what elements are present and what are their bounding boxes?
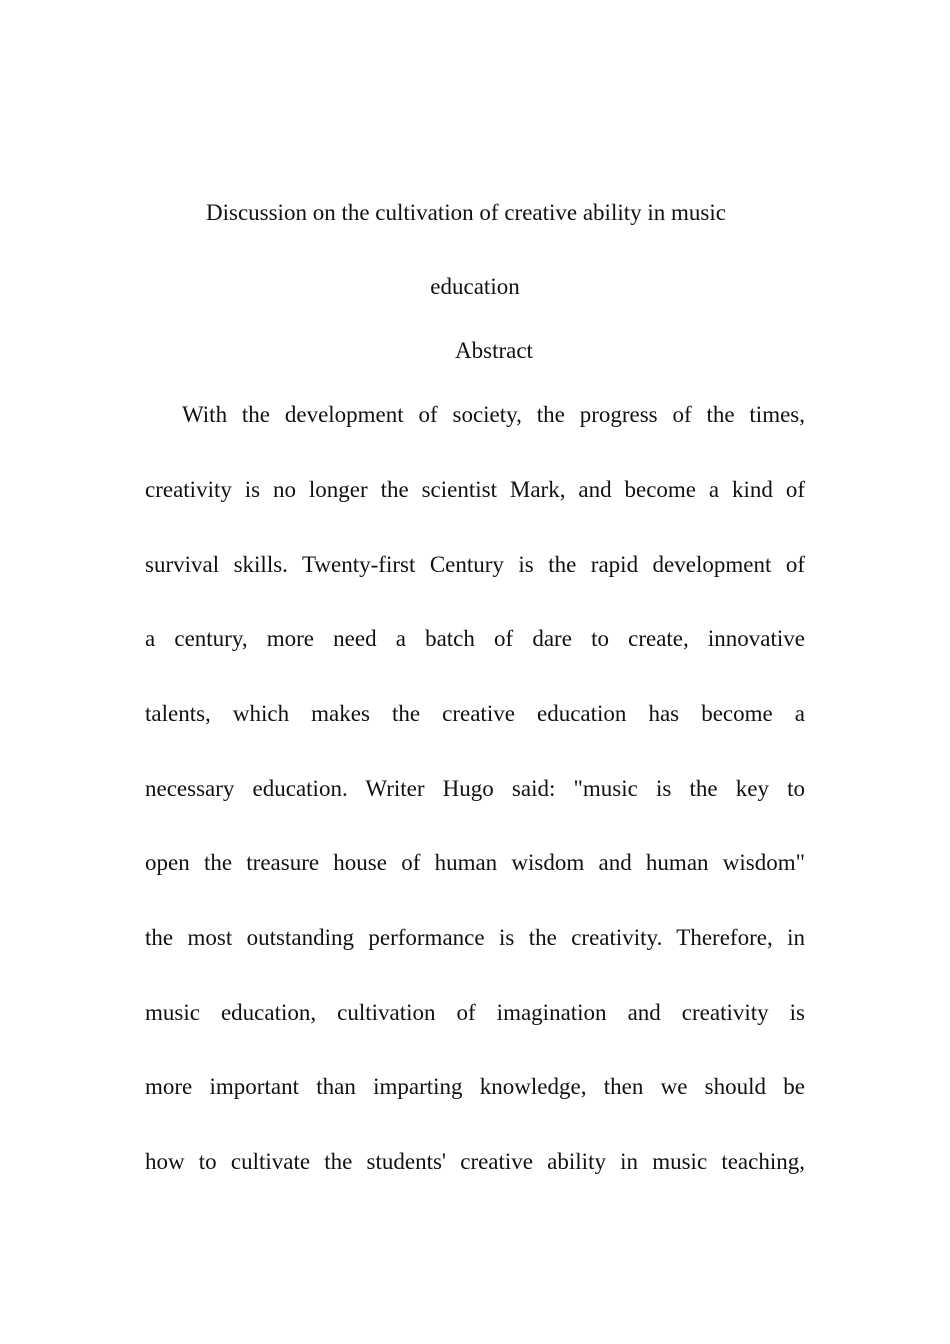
abstract-heading: Abstract <box>455 338 533 363</box>
abstract-line: music education, cultivation of imagination and creativity is <box>145 1000 805 1025</box>
abstract-line: talents, which makes the creative education has become a <box>145 701 805 726</box>
title-line-2: education <box>430 274 520 299</box>
abstract-line: more important than imparting knowledge, then we should be <box>145 1074 805 1099</box>
abstract-line: With the development of society, the progress of the times, <box>182 402 805 427</box>
abstract-line: open the treasure house of human wisdom and human wisdom" <box>145 850 805 875</box>
abstract-line: survival skills. Twenty-first Century is the rapid development of <box>145 552 805 577</box>
title-line-1: Discussion on the cultivation of creative ability in music <box>206 200 726 225</box>
abstract-line: necessary education. Writer Hugo said: "music is the key to <box>145 776 805 801</box>
abstract-line: the most outstanding performance is the creativity. Therefore, in <box>145 925 805 950</box>
abstract-line: creativity is no longer the scientist Mark, and become a kind of <box>145 477 805 502</box>
abstract-line: how to cultivate the students' creative ability in music teaching, <box>145 1149 805 1174</box>
abstract-line: a century, more need a batch of dare to create, innovative <box>145 626 805 651</box>
